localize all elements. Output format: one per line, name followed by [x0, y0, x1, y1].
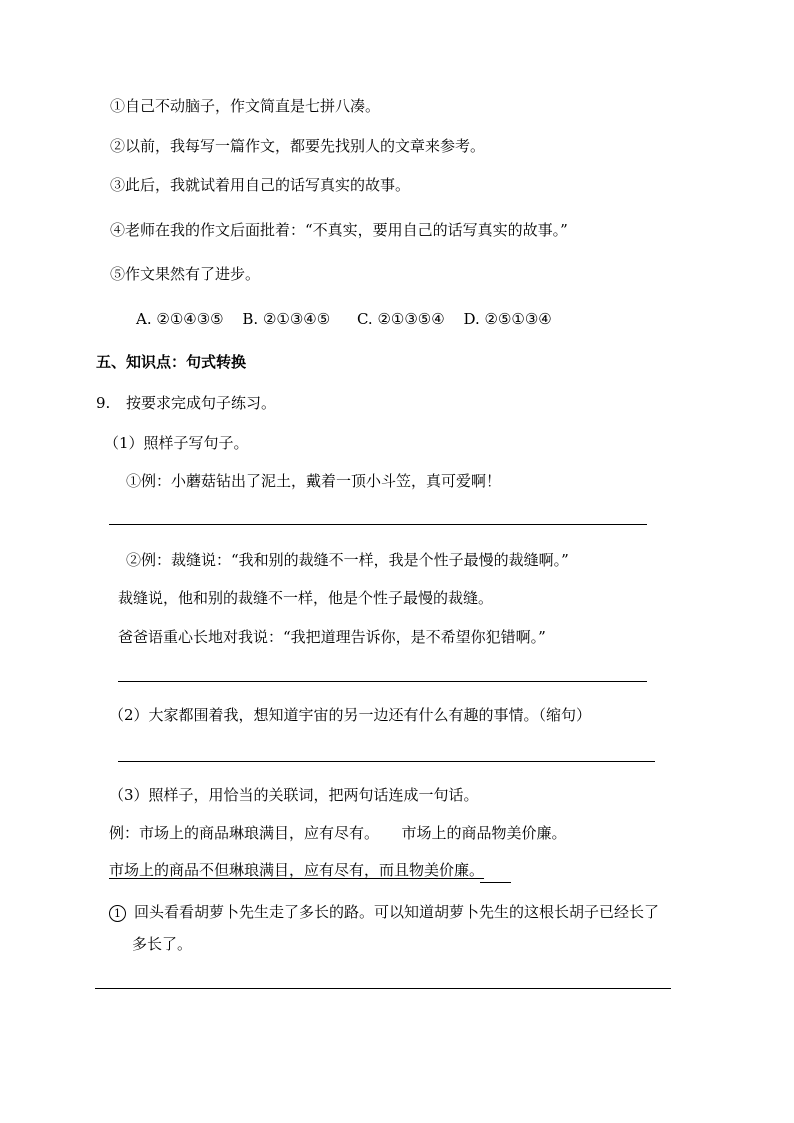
- order-sentence-5: ⑤作文果然有了进步。: [110, 265, 261, 283]
- part3-question-1: [109, 902, 659, 922]
- question-number: 9.: [96, 394, 111, 412]
- part3-example: 例：市场上的商品琳琅满目，应有尽有。 市场上的商品物美价廉。: [109, 824, 567, 842]
- part3-title: （3）照样子，用恰当的关联词，把两句话连成一句话。: [109, 786, 479, 804]
- answer-line-1[interactable]: [109, 524, 647, 525]
- part3-example-answer: 市场上的商品不但琳琅满目，应有尽有，而且物美价廉。: [109, 861, 485, 879]
- part3-question-1-line2: 多长了。: [132, 935, 193, 953]
- question-9: [96, 393, 276, 413]
- choice-options: [136, 309, 566, 329]
- order-sentence-3: ③此后，我就试着用自己的话写真实的故事。: [110, 176, 411, 194]
- circled-number-1: 1: [109, 905, 126, 922]
- part1-title: （1）照样子写句子。: [104, 434, 249, 452]
- answer-line-3[interactable]: [118, 761, 655, 762]
- part1-example-2-answer: 裁缝说，他和别的裁缝不一样，他是个性子最慢的裁缝。: [118, 589, 494, 607]
- order-sentence-1: ①自己不动脑子，作文简直是七拼八凑。: [110, 97, 381, 115]
- part3-question-1-line1: 回头看看胡萝卜先生走了多长的路。可以知道胡萝卜先生的这根长胡子已经长了: [134, 903, 660, 921]
- example-answer-underline-ext: [480, 882, 511, 883]
- part1-example-1: ①例：小蘑菇钻出了泥土，戴着一顶小斗笠，真可爱啊！: [126, 472, 502, 490]
- section-heading: 五、知识点：句式转换: [96, 353, 247, 371]
- question-text: 按要求完成句子练习。: [126, 394, 277, 412]
- part1-example-2: ②例：裁缝说：“我和别的裁缝不一样，我是个性子最慢的裁缝啊。”: [126, 551, 569, 569]
- order-sentence-4: ④老师在我的作文后面批着：“不真实，要用自己的话写真实的故事。”: [110, 221, 568, 239]
- answer-line-2[interactable]: [118, 681, 647, 682]
- choice-d[interactable]: D. ②⑤①③④: [463, 310, 552, 328]
- choice-b[interactable]: B. ②①③④⑤: [242, 310, 331, 328]
- choice-a[interactable]: A. ②①④③⑤: [136, 310, 224, 328]
- order-sentence-2: ②以前，我每写一篇作文，都要先找别人的文章来参考。: [110, 137, 486, 155]
- part1-task: 爸爸语重心长地对我说：“我把道理告诉你，是不希望你犯错啊。”: [118, 628, 546, 646]
- answer-line-4[interactable]: [95, 988, 671, 989]
- choice-c[interactable]: C. ②①③⑤④: [356, 310, 445, 328]
- part2-title: （2）大家都围着我，想知道宇宙的另一边还有什么有趣的事情。（缩句）: [109, 706, 592, 724]
